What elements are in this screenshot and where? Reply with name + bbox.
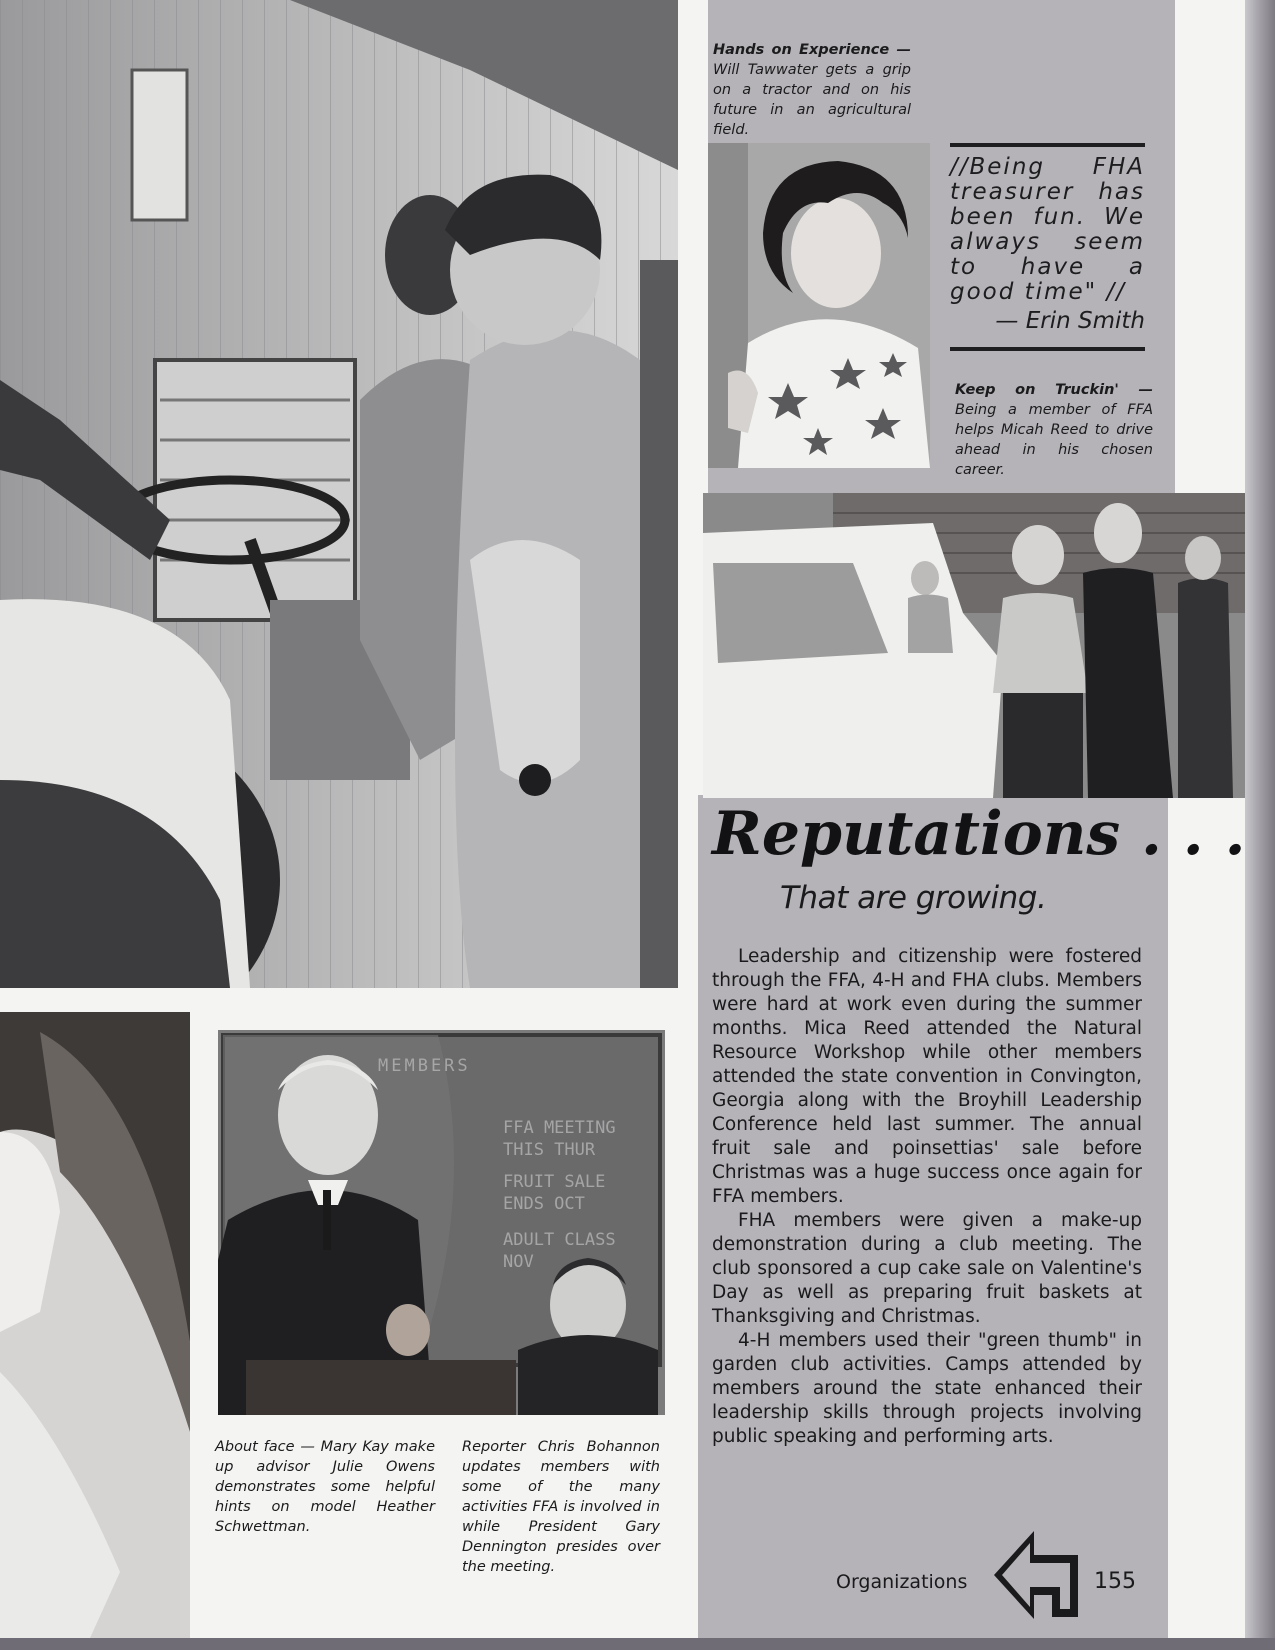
chalk-line-meeting: FFA MEETING: [503, 1118, 616, 1138]
chalk-line-fruit-sale: FRUIT SALE: [503, 1172, 606, 1192]
article-headline: Reputations . . .: [712, 799, 1245, 869]
pull-quote: [950, 143, 1145, 351]
caption-about-face: [215, 1437, 435, 1537]
truck-group-photo: [703, 493, 1245, 798]
chalk-line-thur: THIS THUR: [503, 1140, 596, 1160]
caption-about-face-text: About face — Mary Kay make up advisor Julie Owens demonstrates some helpful hints on model Heather Schwettman.: [215, 1439, 435, 1535]
erin-smith-portrait: [708, 143, 930, 468]
chalkboard-writing: [378, 1055, 648, 1295]
article-body: [712, 945, 1142, 1449]
page-number: 155: [1094, 1569, 1136, 1594]
arrow-left-icon: [990, 1527, 1082, 1623]
article-paragraph-2: FHA members were given a make-up demonstration during a club meeting. The club sponsored a cup cake sale on Valentine's Day as well as preparing fruit baskets at Thanksgiving and Christmas.: [712, 1210, 1142, 1327]
quote-text: //Being FHA treasurer has been fun. We always seem to have a good time" //: [950, 154, 1145, 305]
article-paragraph-1: Leadership and citizenship were fostered through the FFA, 4-H and FHA clubs. Members were hard at work even during the summer months. Mica Reed attended the Natural Resource Workshop while other members attended the state convention in Convington, Georgia along with the Broyhill Leadership Conference held last summer. The annual fruit sale and poinsettias' sale before Christmas was a huge success once again for FFA members.: [712, 946, 1142, 1207]
quote-attribution: — Erin Smith: [995, 308, 1145, 334]
caption-reporter-text: Reporter Chris Bohannon updates members with some of the many activities FFA is involved in while President Gary Dennington presides over the meeting.: [462, 1439, 660, 1575]
caption-hands-on-experience: [713, 40, 911, 140]
chalk-line-adult-class: ADULT CLASS: [503, 1230, 616, 1250]
caption-hands-on-title: Hands on Experience —: [713, 42, 911, 58]
article-subhead: That are growing.: [780, 880, 1047, 916]
tractor-photo: [0, 0, 678, 988]
article-paragraph-3: 4-H members used their "green thumb" in garden club activities. Camps attended by members around the state enhanced their leadership skills through projects involving public speaking and performing arts.: [712, 1330, 1142, 1447]
caption-reporter: [462, 1437, 660, 1577]
caption-truckin-title: Keep on Truckin' —: [955, 382, 1153, 398]
section-label: Organizations: [836, 1571, 968, 1593]
page-edge-bottom: [0, 1638, 1275, 1650]
chalk-line-members: MEMBERS: [378, 1056, 471, 1076]
caption-keep-on-truckin: [955, 380, 1153, 480]
caption-truckin-text: Being a member of FFA helps Micah Reed to drive ahead in his chosen career.: [955, 402, 1153, 478]
chalk-line-ends-oct: ENDS OCT: [503, 1194, 585, 1214]
hair-closeup-photo: [0, 1012, 190, 1638]
page-edge-right: [1245, 0, 1275, 1650]
caption-hands-on-text: Will Tawwater gets a grip on a tractor and on his future in an agricultural field.: [713, 62, 911, 138]
chalk-line-nov: NOV: [503, 1252, 534, 1272]
